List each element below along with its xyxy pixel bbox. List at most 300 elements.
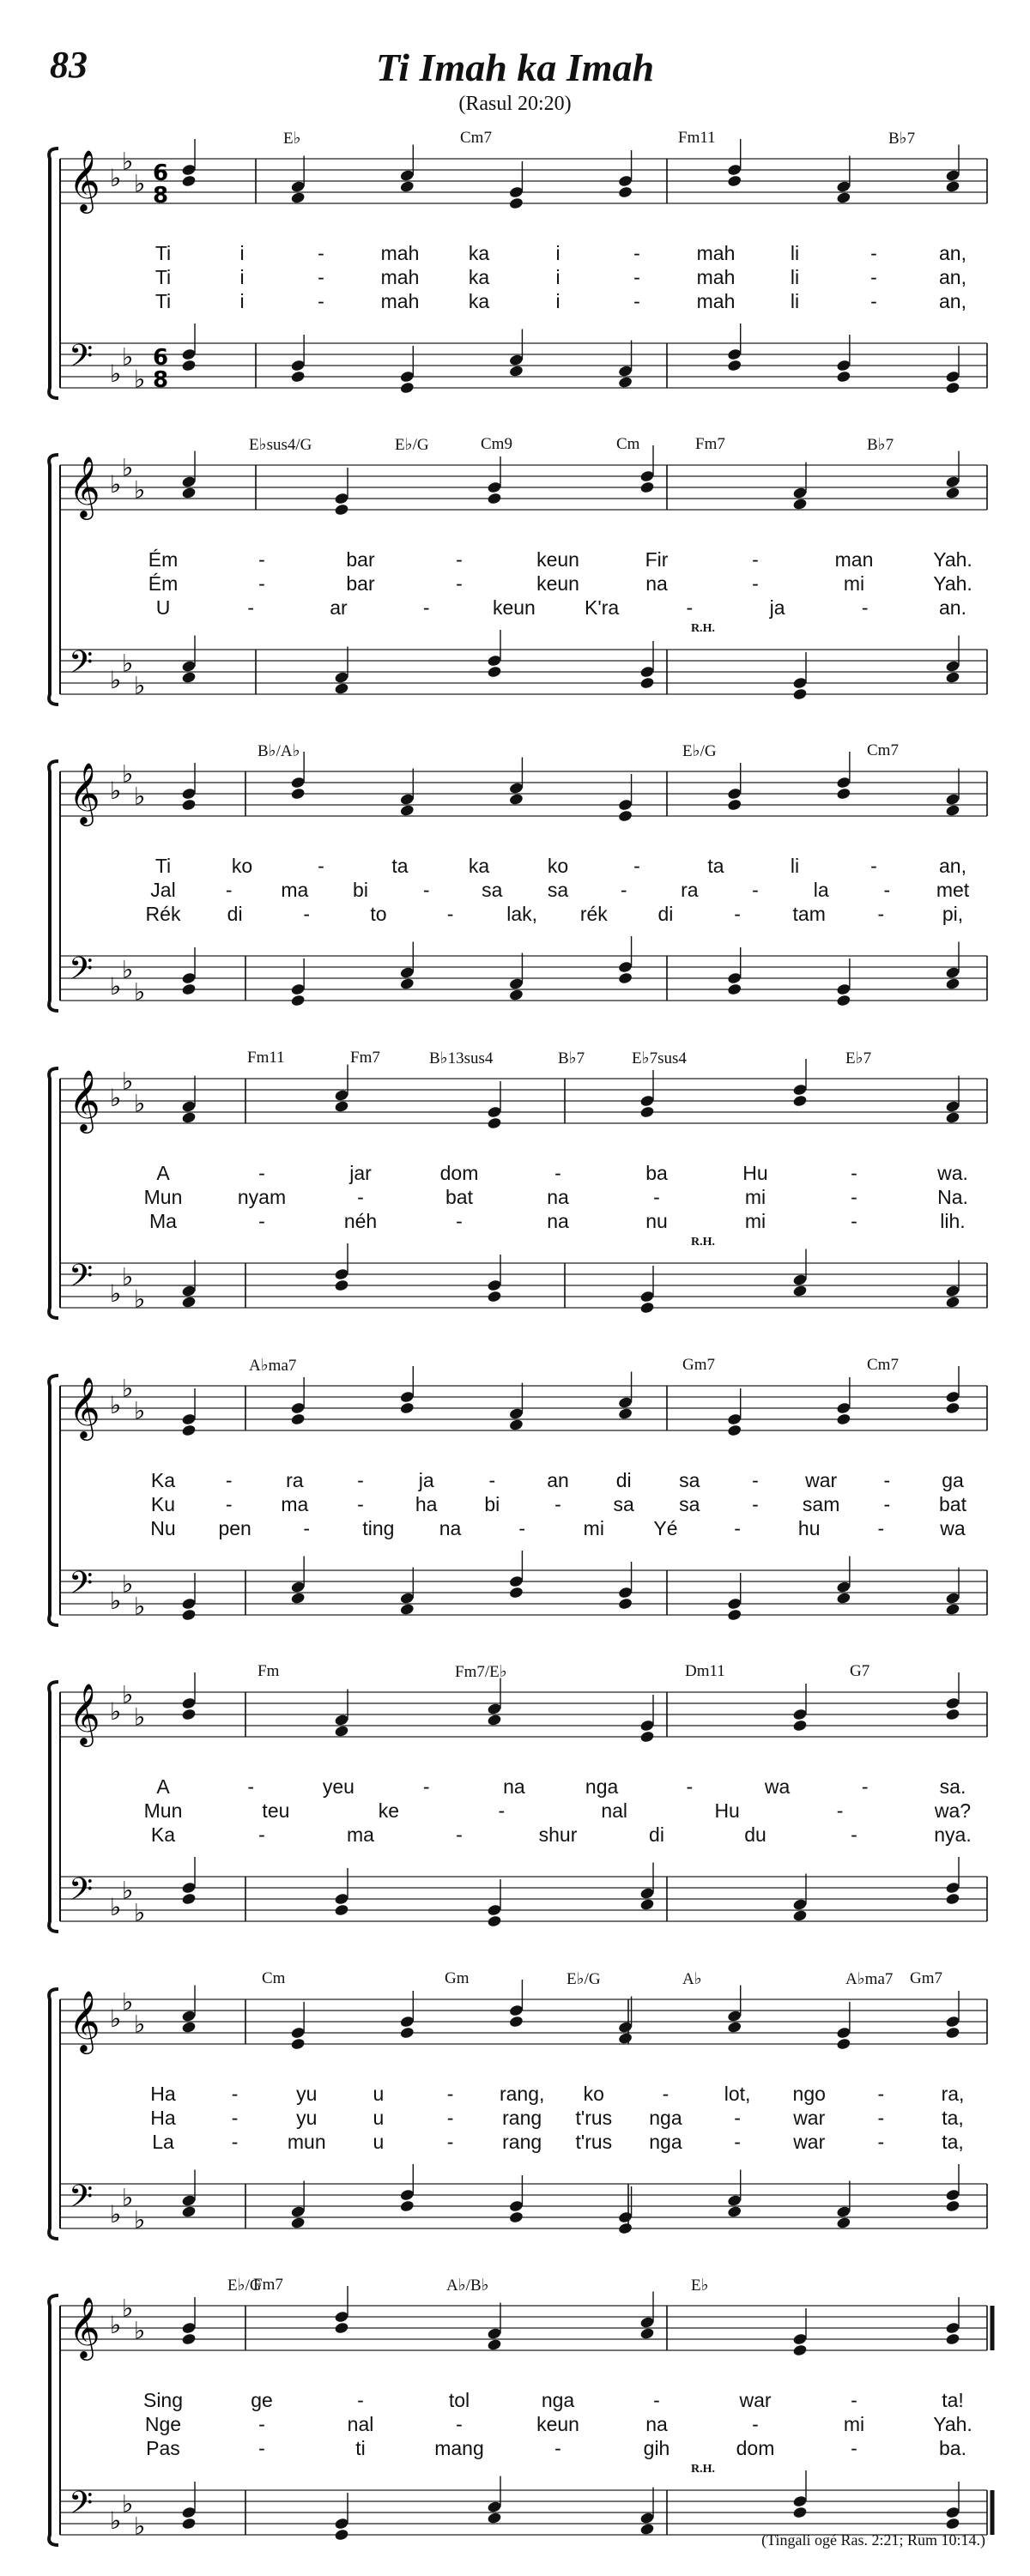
chord-symbol: Fm7 xyxy=(695,435,725,453)
key-flat-icon: ♭ xyxy=(110,1893,122,1921)
bass-note xyxy=(334,1267,349,1280)
treble-note-lower xyxy=(487,492,502,505)
lyric-verse-2 xyxy=(43,2413,996,2435)
lyric-syllable: ta xyxy=(391,855,409,877)
treble-note xyxy=(181,163,197,176)
lyric-syllable: Ém xyxy=(148,548,179,571)
key-flat-icon: ♭ xyxy=(122,2489,134,2519)
lyric-hyphen: - xyxy=(686,1775,694,1798)
treble-note-lower xyxy=(487,2338,502,2351)
key-flat-icon: ♭ xyxy=(134,1592,146,1621)
lyric-syllable: bar xyxy=(346,548,375,571)
lyric-syllable: Ha xyxy=(150,2083,176,2105)
chord-symbol: E♭/G xyxy=(395,436,429,454)
chord-symbol: E♭ xyxy=(691,2277,709,2295)
lyric-syllable: nga xyxy=(649,2107,682,2129)
lyric-syllable: ta! xyxy=(942,2389,964,2411)
lyric-syllable: i xyxy=(555,290,560,312)
lyric-verse-3 xyxy=(43,1517,996,1539)
key-flat-icon: ♭ xyxy=(134,1285,146,1314)
lyric-syllable: li xyxy=(790,290,800,312)
lyric-syllable: Mun xyxy=(143,1799,183,1822)
treble-note xyxy=(618,798,633,811)
bass-note-lower xyxy=(399,2199,415,2212)
treble-note xyxy=(290,180,306,193)
lyric-syllable: rang xyxy=(502,2107,542,2129)
bass-note-lower xyxy=(945,1296,960,1309)
lyric-hyphen: - xyxy=(883,1469,891,1491)
treble-note xyxy=(290,776,306,789)
key-flat-icon: ♭ xyxy=(134,2205,146,2234)
key-flat-icon: ♭ xyxy=(110,360,122,388)
treble-note xyxy=(639,469,655,482)
lyric-syllable: Ti xyxy=(154,290,172,312)
system-1 xyxy=(43,129,996,429)
treble-note xyxy=(487,481,502,493)
bass-note xyxy=(181,348,197,360)
lyric-syllable: bat xyxy=(445,1186,473,1208)
lyric-syllable: sa xyxy=(679,1469,700,1491)
lyric-hyphen: - xyxy=(258,548,265,571)
lyric-hyphen: - xyxy=(734,1517,741,1539)
lyric-hyphen: - xyxy=(877,2131,885,2153)
lyric-syllable: Fir xyxy=(645,548,669,571)
lyric-syllable: mang xyxy=(434,2437,484,2459)
hymn-title: Ti Imah ka Imah xyxy=(375,45,655,89)
bass-note-lower xyxy=(836,994,851,1007)
lyric-syllable: sa xyxy=(613,1493,634,1515)
lyric-verse-2 xyxy=(43,266,996,288)
lyric-syllable: yeu xyxy=(322,1775,354,1798)
key-flat-icon: ♭ xyxy=(134,1396,146,1425)
lyric-syllable: sa xyxy=(679,1493,700,1515)
lyric-verse-3 xyxy=(43,1823,996,1846)
lyric-hyphen: - xyxy=(620,879,627,901)
chord-symbol: Cm9 xyxy=(481,435,512,453)
lyric-syllable: keun xyxy=(536,2413,579,2435)
treble-note xyxy=(836,2026,851,2039)
lyric-syllable: nga xyxy=(585,1775,619,1798)
bass-note xyxy=(945,2188,960,2201)
lyric-hyphen: - xyxy=(877,2083,885,2105)
key-flat-icon: ♭ xyxy=(122,453,134,482)
lyric-syllable: bi xyxy=(484,1493,500,1515)
bass-note-lower xyxy=(508,989,524,1001)
bass-note-lower xyxy=(618,971,633,984)
lyric-syllable: Ti xyxy=(154,242,172,264)
lyric-syllable: war xyxy=(793,2107,826,2129)
lyric-hyphen: - xyxy=(870,855,877,877)
lyric-syllable: i xyxy=(239,290,245,312)
lyric-hyphen: - xyxy=(877,2107,885,2129)
lyric-hyphen: - xyxy=(357,1493,364,1515)
treble-note-lower xyxy=(399,2026,415,2039)
lyric-syllable: bat xyxy=(939,1493,966,1515)
lyric-syllable: di xyxy=(657,903,674,925)
chord-symbol: E♭sus4/G xyxy=(249,436,312,454)
bass-note-lower xyxy=(508,1586,524,1599)
bass-note-lower xyxy=(792,1285,808,1297)
lyric-hyphen: - xyxy=(258,2413,265,2435)
key-flat-icon: ♭ xyxy=(122,2183,134,2212)
lyric-syllable: ga xyxy=(942,1469,964,1491)
lyric-hyphen: - xyxy=(231,2131,239,2153)
chord-symbol: A♭/B♭ xyxy=(446,2277,489,2295)
bass-note-lower xyxy=(334,2528,349,2541)
lyric-hyphen: - xyxy=(861,1775,869,1798)
lyric-syllable: an, xyxy=(939,266,966,288)
bass-note xyxy=(836,1581,851,1593)
bass-note-lower xyxy=(181,359,197,372)
treble-note xyxy=(792,2332,808,2345)
lyric-syllable: A xyxy=(156,1775,170,1798)
lyric-syllable: sa. xyxy=(939,1775,966,1798)
lyric-syllable: t'rus xyxy=(575,2107,613,2129)
key-flat-icon: ♭ xyxy=(122,759,134,789)
bass-note xyxy=(181,971,197,984)
lyric-verse-1 xyxy=(43,1162,996,1184)
key-flat-icon: ♭ xyxy=(122,1876,134,1905)
treble-note-lower xyxy=(618,2032,633,2045)
treble-note xyxy=(727,2010,742,2023)
bass-note-lower xyxy=(792,1909,808,1922)
lyric-syllable: na xyxy=(645,572,668,595)
lyric-hyphen: - xyxy=(318,242,324,264)
lyric-syllable: to xyxy=(370,903,387,925)
bass-note xyxy=(639,2512,655,2525)
bass-note-lower xyxy=(399,1603,415,1616)
lyric-hyphen: - xyxy=(318,290,324,312)
lyric-syllable: shur xyxy=(538,1823,578,1846)
treble-note-lower xyxy=(290,1412,306,1425)
bass-note xyxy=(618,960,633,973)
bass-clef-icon: 𝄢 xyxy=(69,1872,94,1915)
treble-note-lower xyxy=(334,2321,349,2334)
lyric-syllable: ko xyxy=(583,2083,604,2105)
bass-note-lower xyxy=(727,983,742,995)
lyric-syllable: i xyxy=(239,242,245,264)
key-flat-icon: ♭ xyxy=(110,470,122,499)
lyric-syllable: mah xyxy=(696,290,736,312)
lyric-syllable: tol xyxy=(448,2389,470,2411)
key-flat-icon: ♭ xyxy=(134,1898,146,1927)
bass-note-lower xyxy=(945,671,960,684)
key-flat-icon: ♭ xyxy=(134,2010,146,2039)
lyric-syllable: bi xyxy=(353,879,368,901)
key-flat-icon: ♭ xyxy=(134,671,146,700)
lyric-hyphen: - xyxy=(456,572,463,595)
lyric-hyphen: - xyxy=(633,266,640,288)
bass-note-lower xyxy=(945,977,960,990)
lyric-hyphen: - xyxy=(883,879,891,901)
treble-note-lower xyxy=(181,1424,197,1436)
bass-note-lower xyxy=(334,1903,349,1916)
lyric-hyphen: - xyxy=(258,2437,265,2459)
lyric-hyphen: - xyxy=(258,572,265,595)
bass-note xyxy=(508,977,524,990)
chord-symbol: B♭7 xyxy=(867,436,894,454)
chord-symbol: Fm11 xyxy=(247,1049,285,1067)
chord-symbol: Fm7 xyxy=(350,1049,380,1067)
treble-note-lower xyxy=(945,1401,960,1414)
key-flat-icon: ♭ xyxy=(110,164,122,192)
treble-note xyxy=(639,1719,655,1732)
treble-note xyxy=(727,1412,742,1425)
lyric-hyphen: - xyxy=(258,1823,265,1846)
lyric-syllable: K'ra xyxy=(585,596,620,619)
treble-note xyxy=(945,1100,960,1113)
chord-symbol: Gm xyxy=(445,1969,470,1987)
lyric-syllable: t'rus xyxy=(575,2131,613,2153)
time-signature-bottom: 8 xyxy=(153,183,169,209)
bass-note xyxy=(487,1903,502,1916)
lyric-syllable: nu xyxy=(645,1210,668,1232)
chord-symbol: Gm7 xyxy=(682,1356,715,1374)
lyric-syllable: Jal xyxy=(150,879,176,901)
lyric-verse-3 xyxy=(43,903,996,925)
lyric-hyphen: - xyxy=(446,2131,454,2153)
lyric-syllable: i xyxy=(555,266,560,288)
lyric-syllable: keun xyxy=(536,572,579,595)
lyric-syllable: wa xyxy=(764,1775,791,1798)
treble-note-lower xyxy=(945,487,960,499)
treble-note xyxy=(487,2327,502,2340)
chord-symbol: B♭7 xyxy=(558,1049,585,1067)
lyric-hyphen: - xyxy=(498,1799,506,1822)
lyric-syllable: mah xyxy=(380,242,420,264)
lyric-syllable: Rék xyxy=(145,903,181,925)
treble-clef-icon: 𝄞 xyxy=(69,455,100,517)
bass-note-lower xyxy=(487,2512,502,2525)
lyric-hyphen: - xyxy=(554,1162,561,1184)
treble-clef-icon: 𝄞 xyxy=(69,1989,100,2052)
bass-note-lower xyxy=(727,1608,742,1621)
bass-note xyxy=(639,1290,655,1303)
key-flat-icon: ♭ xyxy=(122,649,134,678)
lyric-hyphen: - xyxy=(752,879,759,901)
lyric-syllable: Ka xyxy=(150,1469,176,1491)
bass-note xyxy=(399,2188,415,2201)
bass-note-lower xyxy=(181,2517,197,2530)
treble-note-lower xyxy=(792,1719,808,1732)
treble-note-lower xyxy=(487,1116,502,1129)
treble-note-lower xyxy=(290,191,306,204)
bass-note-lower xyxy=(836,1592,851,1605)
right-hand-marking: R.H. xyxy=(691,1236,715,1249)
treble-note xyxy=(334,1714,349,1726)
bass-note xyxy=(945,2506,960,2519)
bass-note xyxy=(945,660,960,673)
treble-note xyxy=(792,487,808,499)
bass-note-lower xyxy=(487,665,502,678)
lyric-syllable: ba xyxy=(645,1162,668,1184)
bass-note-lower xyxy=(181,1296,197,1309)
treble-note xyxy=(181,1100,197,1113)
lyric-hyphen: - xyxy=(686,596,694,619)
key-flat-icon: ♭ xyxy=(134,1089,146,1118)
lyric-syllable: Nu xyxy=(150,1517,176,1539)
bass-note-lower xyxy=(639,2523,655,2536)
key-flat-icon: ♭ xyxy=(134,365,146,394)
lyric-syllable: Yah. xyxy=(933,572,972,595)
key-flat-icon: ♭ xyxy=(134,169,146,198)
treble-note-lower xyxy=(618,185,633,198)
lyric-syllable: di xyxy=(227,903,243,925)
lyric-verse-2 xyxy=(43,572,996,595)
lyric-hyphen: - xyxy=(662,2083,670,2105)
treble-note-lower xyxy=(399,804,415,817)
lyric-syllable: i xyxy=(555,242,560,264)
lyric-syllable: an, xyxy=(939,242,966,264)
lyric-syllable: sa xyxy=(547,879,569,901)
lyric-syllable: hu xyxy=(797,1517,821,1539)
lyric-syllable: ja xyxy=(769,596,785,619)
treble-note xyxy=(945,2321,960,2334)
lyric-syllable: dom xyxy=(736,2437,775,2459)
lyric-syllable: ko xyxy=(231,855,253,877)
bass-clef-icon: 𝄢 xyxy=(69,1565,94,1609)
lyric-syllable: met xyxy=(936,879,970,901)
lyric-verse-1 xyxy=(43,1469,996,1491)
key-flat-icon: ♭ xyxy=(134,977,146,1007)
lyric-syllable: an, xyxy=(939,855,966,877)
bass-note xyxy=(290,983,306,995)
lyric-hyphen: - xyxy=(734,2131,741,2153)
treble-note xyxy=(945,1390,960,1403)
treble-note-lower xyxy=(181,2332,197,2345)
lyric-syllable: di xyxy=(649,1823,664,1846)
lyric-hyphen: - xyxy=(357,1186,364,1208)
lyric-hyphen: - xyxy=(357,2389,364,2411)
chord-symbol: G7 xyxy=(850,1662,870,1680)
treble-note-lower xyxy=(508,1418,524,1431)
lyric-syllable: keun xyxy=(536,548,579,571)
lyric-hyphen: - xyxy=(653,1186,660,1208)
treble-clef-icon: 𝄞 xyxy=(69,148,100,211)
bass-note xyxy=(508,1575,524,1587)
lyric-syllable: u xyxy=(373,2083,385,2105)
lyric-syllable: ting xyxy=(362,1517,395,1539)
lyric-syllable: lih. xyxy=(940,1210,966,1232)
treble-note xyxy=(399,169,415,182)
lyric-syllable: ta, xyxy=(942,2131,964,2153)
lyric-syllable: teu xyxy=(262,1799,290,1822)
lyric-hyphen: - xyxy=(554,1493,561,1515)
treble-note-lower xyxy=(181,487,197,499)
treble-note xyxy=(836,180,851,193)
treble-note-lower xyxy=(945,1111,960,1124)
lyric-hyphen: - xyxy=(225,879,233,901)
treble-note xyxy=(945,2015,960,2028)
bass-note-lower xyxy=(181,1892,197,1905)
key-flat-icon: ♭ xyxy=(122,955,134,984)
bass-note-lower xyxy=(181,2205,197,2218)
bass-note xyxy=(792,676,808,689)
bass-note xyxy=(639,1887,655,1900)
treble-note-lower xyxy=(792,1094,808,1107)
bass-note-lower xyxy=(290,2216,306,2229)
lyric-verse-3 xyxy=(43,290,996,312)
treble-note-lower xyxy=(487,1714,502,1726)
lyric-syllable: gih xyxy=(643,2437,670,2459)
bass-note-lower xyxy=(618,2222,633,2234)
bass-note-lower xyxy=(639,1898,655,1911)
bass-note xyxy=(487,1279,502,1291)
bass-note xyxy=(334,671,349,684)
lyric-hyphen: - xyxy=(851,1823,857,1846)
lyric-syllable: nal xyxy=(601,1799,628,1822)
lyric-hyphen: - xyxy=(861,596,869,619)
lyric-syllable: ka xyxy=(468,266,490,288)
scripture-reference: (Rasul 20:20) xyxy=(458,93,572,115)
treble-note xyxy=(508,2004,524,2017)
lyric-syllable: ma xyxy=(347,1823,374,1846)
lyric-verse-2 xyxy=(43,879,996,901)
system-7 xyxy=(43,1969,996,2270)
bass-note xyxy=(399,966,415,979)
treble-note-lower xyxy=(334,503,349,516)
treble-note xyxy=(487,1105,502,1118)
lyric-hyphen: - xyxy=(870,290,877,312)
treble-clef-icon: 𝄞 xyxy=(69,2295,100,2358)
lyric-syllable: Ti xyxy=(154,855,172,877)
treble-note-lower xyxy=(792,498,808,511)
key-flat-icon: ♭ xyxy=(110,2005,122,2033)
lyric-hyphen: - xyxy=(357,1469,364,1491)
bass-note-lower xyxy=(792,2506,808,2519)
treble-note-lower xyxy=(727,174,742,187)
lyric-verse-1 xyxy=(43,242,996,264)
lyric-syllable: na xyxy=(503,1775,525,1798)
lyric-syllable: nal xyxy=(347,2413,374,2435)
lyric-hyphen: - xyxy=(231,2083,239,2105)
lyric-syllable: man xyxy=(834,548,874,571)
treble-note-lower xyxy=(181,798,197,811)
treble-note xyxy=(945,793,960,806)
treble-note-lower xyxy=(290,787,306,800)
treble-note-lower xyxy=(639,481,655,493)
chord-symbol: Fm11 xyxy=(678,129,716,147)
treble-note xyxy=(639,2316,655,2329)
bass-note-lower xyxy=(945,381,960,394)
lyric-hyphen: - xyxy=(456,2413,463,2435)
treble-note xyxy=(792,1083,808,1096)
lyric-syllable: rang xyxy=(502,2131,542,2153)
bass-clef-icon: 𝄢 xyxy=(69,338,94,382)
lyric-hyphen: - xyxy=(883,1493,891,1515)
system-5 xyxy=(43,1356,996,1656)
lyric-hyphen: - xyxy=(488,1469,496,1491)
treble-note-lower xyxy=(334,1725,349,1738)
chord-symbol: A♭ xyxy=(682,1970,702,1988)
lyric-hyphen: - xyxy=(836,1799,844,1822)
lyric-syllable: di xyxy=(615,1469,632,1491)
lyric-syllable: u xyxy=(373,2107,385,2129)
bass-note xyxy=(836,2205,851,2218)
lyric-syllable: sa xyxy=(482,879,503,901)
lyric-syllable: nga xyxy=(649,2131,682,2153)
treble-note xyxy=(945,475,960,488)
treble-note xyxy=(727,787,742,800)
treble-note-lower xyxy=(508,197,524,209)
lyric-syllable: u xyxy=(373,2131,385,2153)
right-hand-marking: R.H. xyxy=(691,622,715,635)
bass-note xyxy=(945,1881,960,1894)
lyric-syllable: Ti xyxy=(154,266,172,288)
bass-note xyxy=(508,2199,524,2212)
key-flat-icon: ♭ xyxy=(110,1587,122,1615)
bass-note xyxy=(618,365,633,378)
